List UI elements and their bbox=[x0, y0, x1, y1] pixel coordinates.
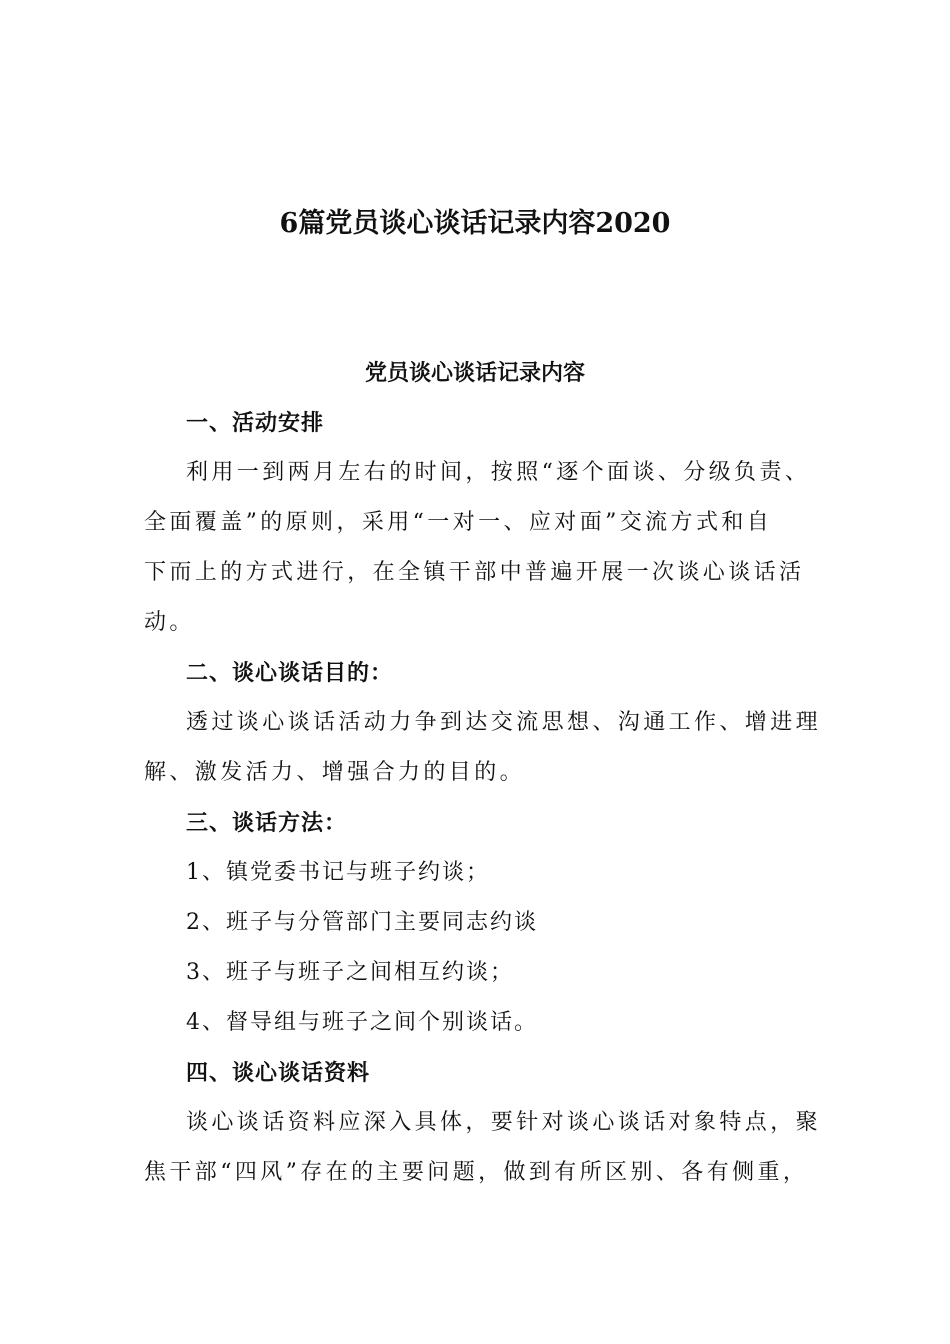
document-title: 6篇党员谈心谈话记录内容2020 bbox=[279, 208, 671, 239]
paragraph-line: 透过谈心谈话活动力争到达交流思想、沟通工作、增进理 bbox=[186, 710, 822, 735]
heading-activity-arrangement: 一、活动安排 bbox=[186, 410, 325, 436]
paragraph-line: 焦干部“四风”存在的主要问题，做到有所区别、各有侧重， bbox=[144, 1160, 809, 1185]
paragraph-line: 解、激发活力、增强合力的目的。 bbox=[144, 760, 526, 785]
heading-talk-method: 三、谈话方法： bbox=[186, 810, 348, 836]
paragraph-line: 全面覆盖”的原则，采用“一对一、应对面”交流方式和自 bbox=[144, 510, 773, 535]
method-item: 2、班子与分管部门主要同志约谈 bbox=[186, 910, 538, 935]
method-item: 1、镇党委书记与班子约谈； bbox=[186, 860, 490, 885]
method-item: 3、班子与班子之间相互约谈； bbox=[186, 960, 514, 985]
paragraph-line: 下而上的方式进行，在全镇干部中普遍开展一次谈心谈话活 bbox=[144, 560, 805, 585]
heading-talk-materials: 四、谈心谈话资料 bbox=[186, 1060, 371, 1086]
paragraph-line: 谈心谈话资料应深入具体，要针对谈心谈话对象特点，聚 bbox=[186, 1110, 822, 1135]
method-item: 4、督导组与班子之间个别谈话。 bbox=[186, 1010, 538, 1035]
paragraph-line: 利用一到两月左右的时间，按照“逐个面谈、分级负责、 bbox=[186, 460, 811, 485]
section-title: 党员谈心谈话记录内容 bbox=[364, 360, 585, 386]
paragraph-line: 动。 bbox=[144, 610, 195, 635]
heading-talk-purpose: 二、谈心谈话目的： bbox=[186, 660, 394, 686]
